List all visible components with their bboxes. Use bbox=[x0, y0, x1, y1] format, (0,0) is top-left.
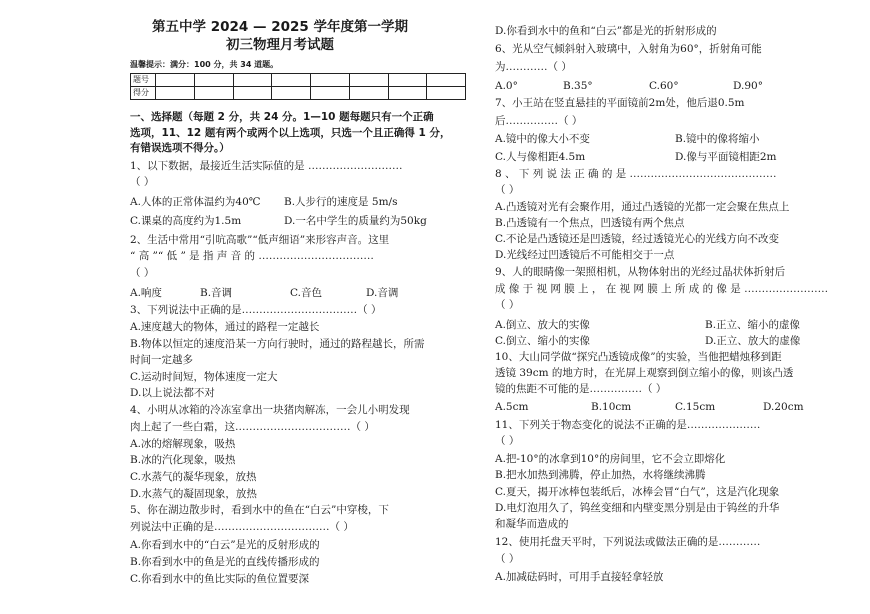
score-cell bbox=[194, 74, 233, 87]
q1-option-a: A.人体的正常体温约为40℃ bbox=[130, 196, 261, 208]
score-cell bbox=[427, 87, 466, 100]
q4-stem-line1: 4、小明从冰箱的冷冻室拿出一块猪肉解冻，一会儿小明发现 bbox=[130, 404, 410, 416]
q11-option-d-line1: D.电灯泡用久了，钨丝变细和内壁变黑分别是由于钨丝的升华 bbox=[495, 502, 780, 514]
score-cell bbox=[233, 74, 272, 87]
score-cell bbox=[156, 87, 195, 100]
q11-answer-paren: （ ） bbox=[495, 435, 520, 447]
q9-option-c: C.倒立、缩小的实像 bbox=[495, 335, 590, 347]
q6-stem-line1: 6、光从空气倾斜射入玻璃中，入射角为60°，折射角可能 bbox=[495, 43, 762, 55]
q3-option-d: D.以上说法都不对 bbox=[130, 387, 215, 399]
q2-option-b: B.音调 bbox=[200, 287, 233, 299]
tip-text: 温馨提示：满分：100 分，共 34 道题。 bbox=[130, 60, 279, 69]
section1-heading-line2: 选项，11、12 题有两个或两个以上选项，只选一个且正确得 1 分， bbox=[130, 127, 451, 139]
q11-option-b: B.把水加热到沸腾，停止加热，水将继续沸腾 bbox=[495, 469, 706, 481]
q7-option-a: A.镜中的像大小不变 bbox=[495, 133, 590, 145]
q4-option-b: B.冰的汽化现象，吸热 bbox=[130, 454, 236, 466]
q3-stem: 3、下列说法中正确的是……………………………（ ） bbox=[130, 304, 382, 316]
q8-option-a: A.凸透镜对光有会聚作用，通过凸透镜的光都一定会聚在焦点上 bbox=[495, 201, 790, 213]
q1-answer-paren: （ ） bbox=[130, 176, 155, 188]
q4-option-c: C.水蒸气的凝华现象，放热 bbox=[130, 471, 257, 483]
q8-option-b: B.凸透镜有一个焦点，凹透镜有两个焦点 bbox=[495, 217, 685, 229]
exam-title-line2: 初三物理月考试题 bbox=[226, 37, 334, 53]
q3-option-b-line1: B.物体以恒定的速度沿某一方向行驶时，通过的路程越长，所需 bbox=[130, 338, 425, 350]
q11-option-c: C.夏天，揭开冰棒包装纸后，冰棒会冒“白气”，这是汽化现象 bbox=[495, 486, 780, 498]
score-cell bbox=[311, 87, 350, 100]
score-cell bbox=[272, 74, 311, 87]
q3-option-c: C.运动时间短，物体速度一定大 bbox=[130, 371, 278, 383]
q2-stem-line2: “ 高 ”“ 低 ” 是 指 声 音 的 …………………………… bbox=[130, 250, 374, 262]
q11-stem: 11、下列关于物态变化的说法不正确的是………………… bbox=[495, 419, 761, 431]
q9-stem-line1: 9、人的眼睛像一架照相机，从物体射出的光经过晶状体折射后 bbox=[495, 266, 786, 278]
score-cell bbox=[349, 74, 388, 87]
q9-answer-paren: （ ） bbox=[495, 299, 520, 311]
q9-option-a: A.倒立、放大的实像 bbox=[495, 319, 590, 331]
q8-answer-paren: （ ） bbox=[495, 184, 520, 196]
q11-option-a: A.把-10°的冰拿到10°的房间里，它不会立即熔化 bbox=[495, 453, 726, 465]
q10-stem-line3: 镜的焦距不可能的是……………（ ） bbox=[495, 383, 667, 395]
q7-option-d: D.像与平面镜相距2m bbox=[675, 151, 777, 163]
q9-option-d: D.正立、放大的虚像 bbox=[705, 335, 801, 347]
q1-stem: 1、以下数据，最接近生活实际值的是 ……………………… bbox=[130, 160, 403, 172]
q6-option-d: D.90° bbox=[733, 80, 763, 92]
q1-option-b: B.人步行的速度是 5m/s bbox=[284, 196, 398, 208]
q7-stem-line2: 后……………（ ） bbox=[495, 115, 583, 127]
q8-stem: 8 、 下 列 说 法 正 确 的 是 …………………………………… bbox=[495, 168, 777, 180]
q9-option-b: B.正立、缩小的虚像 bbox=[705, 319, 801, 331]
score-cell bbox=[311, 74, 350, 87]
q7-option-b: B.镜中的像将缩小 bbox=[675, 133, 760, 145]
q5-stem-line1: 5、你在湖边散步时，看到水中的鱼在“白云”中穿梭，下 bbox=[130, 504, 389, 516]
score-label-number: 题号 bbox=[131, 74, 156, 87]
q7-stem-line1: 7、小王站在竖直悬挂的平面镜前2m处，他后退0.5m bbox=[495, 97, 745, 109]
score-cell bbox=[233, 87, 272, 100]
score-cell bbox=[272, 87, 311, 100]
score-cell bbox=[388, 74, 427, 87]
q7-option-c: C.人与像相距4.5m bbox=[495, 151, 586, 163]
q12-stem: 12、使用托盘天平时，下列说法或做法正确的是………… bbox=[495, 536, 761, 548]
q2-option-a: A.响度 bbox=[130, 287, 162, 299]
exam-title-line1: 第五中学 2024 — 2025 学年度第一学期 bbox=[152, 19, 408, 35]
q2-answer-paren: （ ） bbox=[130, 267, 155, 279]
q5-option-b: B.你看到水中的鱼是光的直线传播形成的 bbox=[130, 556, 320, 568]
q8-option-c: C.不论是凸透镜还是凹透镜，经过透镜光心的光线方向不改变 bbox=[495, 233, 779, 245]
q2-stem-line1: 2、生活中常用“引吭高歌”“低声细语”来形容声音。这里 bbox=[130, 234, 390, 246]
score-table-row-score bbox=[131, 87, 466, 100]
q11-option-d-line2: 和凝华而造成的 bbox=[495, 518, 569, 530]
q4-stem-line2: 肉上起了一些白霜，这……………………………（ ） bbox=[130, 421, 375, 433]
q5-option-d: D.你看到水中的鱼和“白云”都是光的折射形成的 bbox=[495, 25, 717, 37]
section1-heading-line1: 一、选择题（每题 2 分，共 24 分。1—10 题每题只有一个正确 bbox=[130, 111, 434, 123]
q6-stem-line2: 为…………（ ） bbox=[495, 61, 572, 73]
q2-option-d: D.音调 bbox=[366, 287, 399, 299]
score-cell bbox=[388, 87, 427, 100]
score-cell bbox=[349, 87, 388, 100]
q3-option-a: A.速度越大的物体，通过的路程一定越长 bbox=[130, 321, 320, 333]
score-table bbox=[130, 73, 466, 100]
q12-answer-paren: （ ） bbox=[495, 553, 520, 565]
q5-stem-line2: 列说法中正确的是……………………………（ ） bbox=[130, 521, 354, 533]
q10-option-d: D.20cm bbox=[763, 401, 804, 413]
q10-option-c: C.15cm bbox=[675, 401, 716, 413]
q6-option-c: C.60° bbox=[649, 80, 679, 92]
q6-option-a: A.0° bbox=[495, 80, 518, 92]
q4-option-a: A.冰的熔解现象，吸热 bbox=[130, 438, 236, 450]
q10-stem-line1: 10、大山同学做“探究凸透镜成像”的实验，当他把蜡烛移到距 bbox=[495, 351, 782, 363]
q1-option-c: C.课桌的高度约为1.5m bbox=[130, 215, 242, 227]
q3-option-b-line2: 时间一定越多 bbox=[130, 354, 193, 366]
section1-heading-line3: 有错误选项不得分。） bbox=[130, 142, 230, 154]
q10-stem-line2: 透镜 39cm 的地方时，在光屏上观察到倒立缩小的像，则该凸透 bbox=[495, 367, 794, 379]
score-label-score: 得分 bbox=[131, 87, 156, 100]
q1-option-d: D.一名中学生的质量约为50kg bbox=[284, 215, 427, 227]
q12-option-a: A.加减砝码时，可用手直接轻拿轻放 bbox=[495, 571, 664, 583]
q9-stem-line2: 成 像 于 视 网 膜 上 ， 在 视 网 膜 上 所 成 的 像 是 …………………… bbox=[495, 283, 829, 295]
q6-option-b: B.35° bbox=[563, 80, 593, 92]
q4-option-d: D.水蒸气的凝固现象，放热 bbox=[130, 488, 257, 500]
q10-option-b: B.10cm bbox=[591, 401, 632, 413]
score-cell bbox=[427, 74, 466, 87]
q5-option-a: A.你看到水中的“白云”是光的反射形成的 bbox=[130, 539, 320, 551]
score-cell bbox=[156, 74, 195, 87]
q2-option-c: C.音色 bbox=[290, 287, 322, 299]
score-table-row-number bbox=[131, 74, 466, 87]
score-cell bbox=[194, 87, 233, 100]
q5-option-c: C.你看到水中的鱼比实际的鱼位置要深 bbox=[130, 573, 309, 585]
q10-option-a: A.5cm bbox=[495, 401, 529, 413]
q8-option-d: D.光线经过凹透镜后不可能相交于一点 bbox=[495, 249, 675, 261]
